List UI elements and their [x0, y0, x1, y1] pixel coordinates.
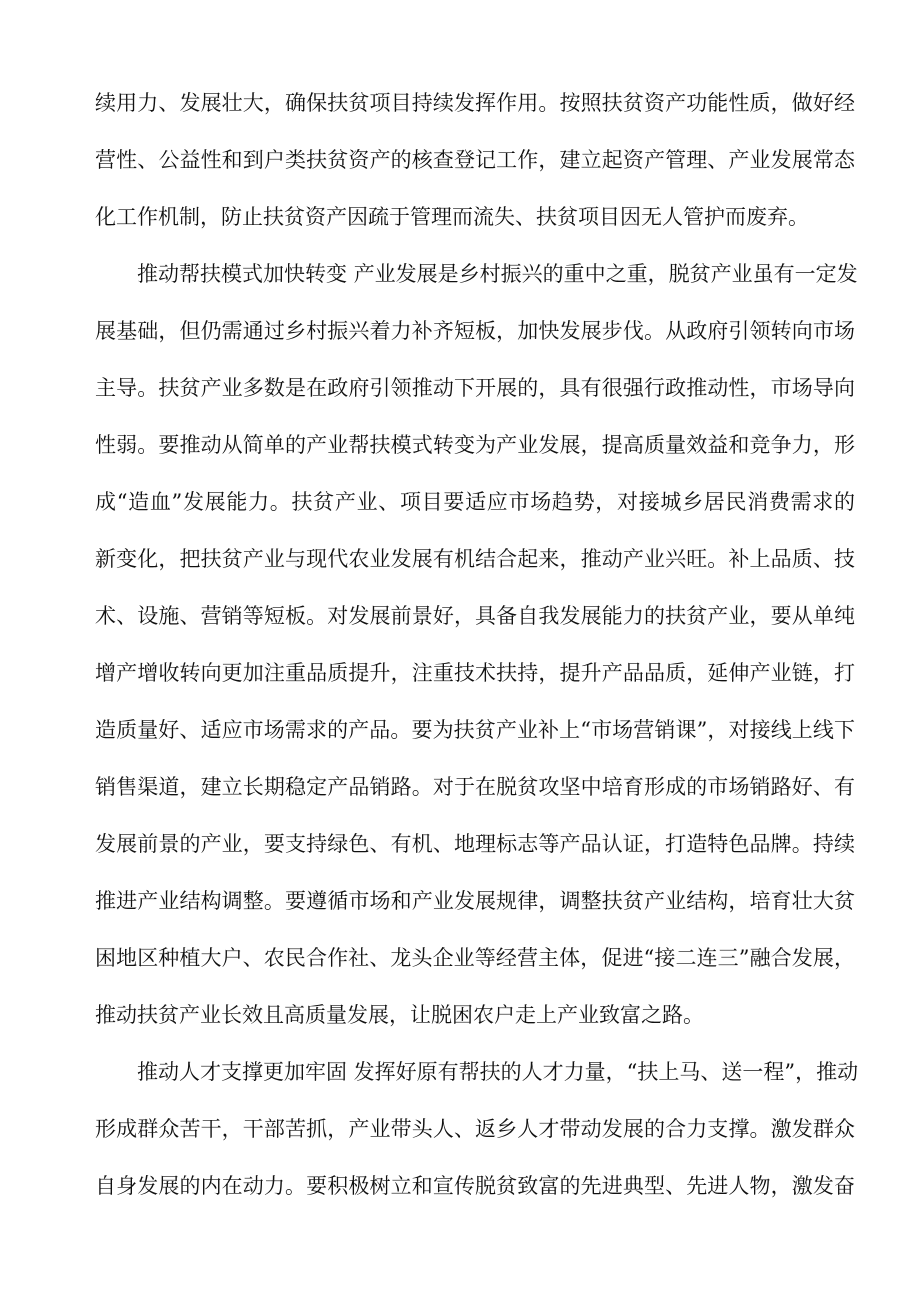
- text-line: 展基础，但仍需通过乡村振兴着力补齐短板，加快发展步伐。从政府引领转向市场: [95, 319, 855, 343]
- text-line: 发展前景的产业，要支持绿色、有机、地理标志等产品认证，打造特色品牌。持续: [95, 832, 855, 856]
- paragraph-heading-line: 推动帮扶模式加快转变 产业发展是乡村振兴的重中之重，脱贫产业虽有一定发: [137, 262, 858, 286]
- text-line: 术、设施、营销等短板。对发展前景好，具备自我发展能力的扶贫产业，要从单纯: [95, 604, 855, 628]
- text-line: 推进产业结构调整。要遵循市场和产业发展规律，调整扶贫产业结构，培育壮大贫: [95, 889, 855, 913]
- text-line: 成“造血”发展能力。扶贫产业、项目要适应市场趋势，对接城乡居民消费需求的: [95, 490, 855, 514]
- text-line: 化工作机制，防止扶贫资产因疏于管理而流失、扶贫项目因无人管护而废弃。: [95, 205, 809, 229]
- text-line: 推动扶贫产业长效且高质量发展，让脱困农户走上产业致富之路。: [95, 1003, 704, 1027]
- text-line: 自身发展的内在动力。要积极树立和宣传脱贫致富的先进典型、先进人物，激发奋: [95, 1174, 855, 1198]
- text-line: 性弱。要推动从简单的产业帮扶模式转变为产业发展，提高质量效益和竞争力，形: [95, 433, 855, 457]
- text-line: 主导。扶贫产业多数是在政府引领推动下开展的，具有很强行政推动性，市场导向: [95, 376, 855, 400]
- text-line: 销售渠道，建立长期稳定产品销路。对于在脱贫攻坚中培育形成的市场销路好、有: [95, 775, 855, 799]
- paragraph-heading-line: 推动人才支撑更加牢固 发挥好原有帮扶的人才力量，“扶上马、送一程”，推动: [137, 1060, 859, 1084]
- text-line: 形成群众苦干，干部苦抓，产业带头人、返乡人才带动发展的合力支撑。激发群众: [95, 1117, 855, 1141]
- text-line: 新变化，把扶贫产业与现代农业发展有机结合起来，推动产业兴旺。补上品质、技: [95, 547, 855, 571]
- text-line: 困地区种植大户、农民合作社、龙头企业等经营主体，促进“接二连三”融合发展，: [95, 946, 855, 970]
- text-line: 造质量好、适应市场需求的产品。要为扶贫产业补上“市场营销课”，对接线上线下: [95, 718, 855, 742]
- text-line: 续用力、发展壮大，确保扶贫项目持续发挥作用。按照扶贫资产功能性质，做好经: [95, 91, 855, 115]
- text-line: 增产增收转向更加注重品质提升，注重技术扶持，提升产品品质，延伸产业链，打: [95, 661, 855, 685]
- text-line: 营性、公益性和到户类扶贫资产的核查登记工作，建立起资产管理、产业发展常态: [95, 148, 855, 172]
